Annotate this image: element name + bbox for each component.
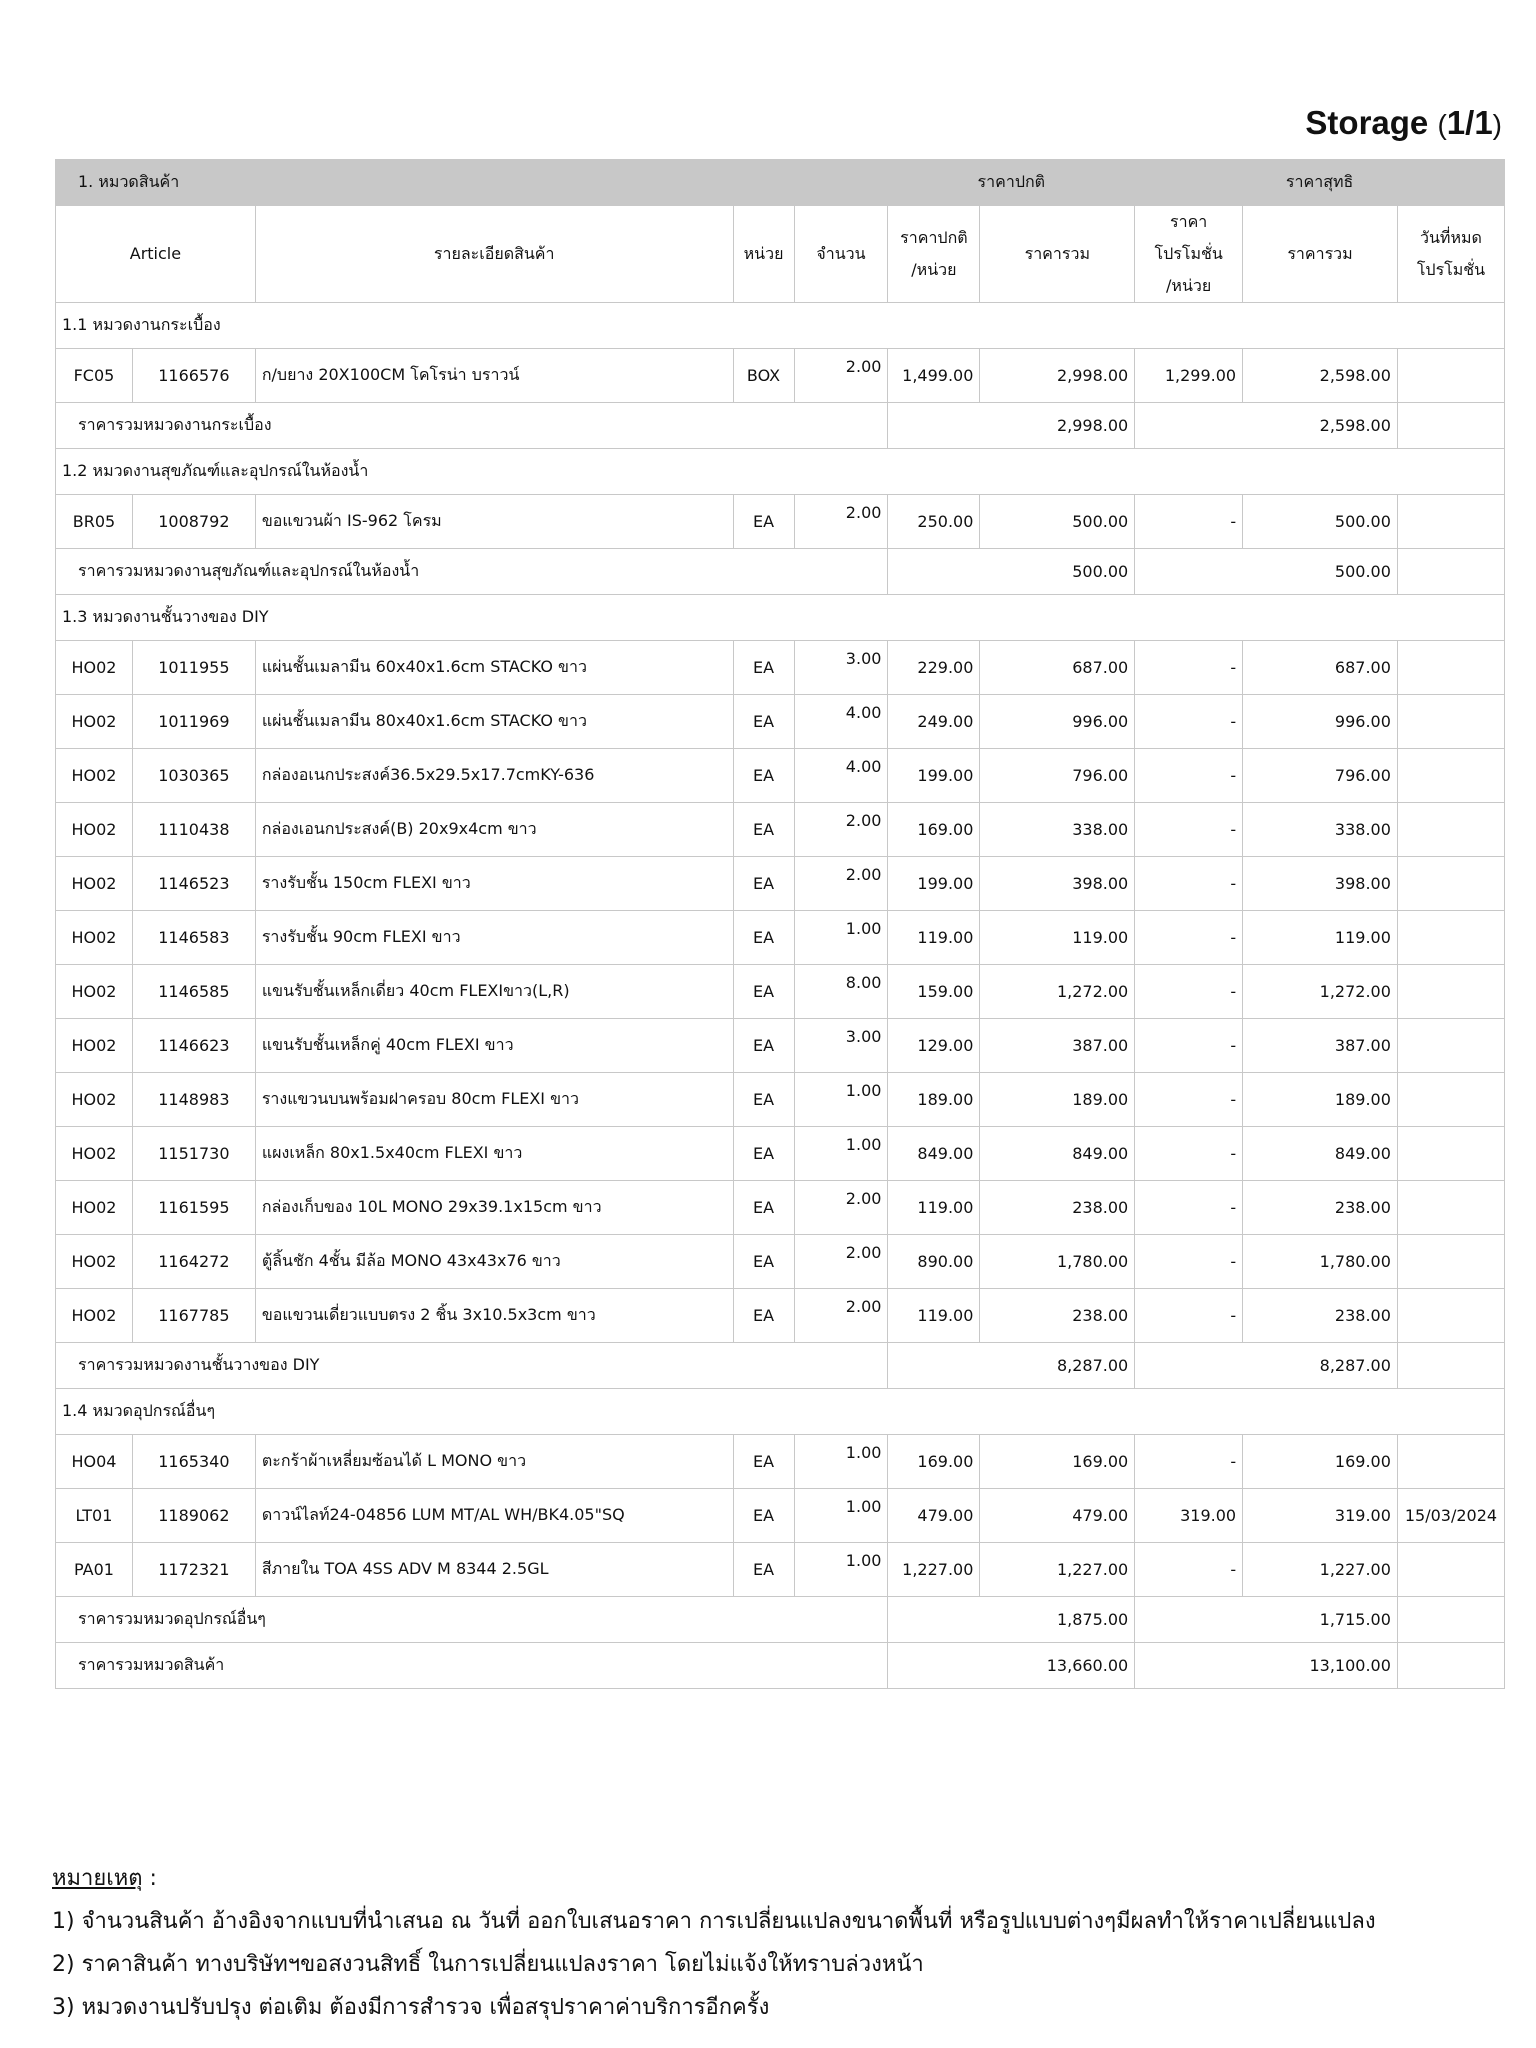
item-description: แขนรับชั้นเหล็กคู่ 40cm FLEXI ขาว (255, 1019, 733, 1073)
item-promo-end (1397, 1235, 1504, 1289)
table-row (56, 1127, 1505, 1181)
subtotal-row (56, 549, 1505, 595)
item-code: HO02 (56, 911, 133, 965)
item-total: 169.00 (980, 1435, 1135, 1489)
item-qty: 3.00 (794, 1019, 888, 1073)
item-article: 1164272 (132, 1235, 255, 1289)
note-line: 1) จำนวนสินค้า อ้างอิงจากแบบที่นำเสนอ ณ วันที่ ออกใบเสนอราคา การเปลี่ยนแปลงขนาดพื้นที่ หรือรูปแบบต่างๆมีผลทำให้ราคาเปลี่ยนแปลง (52, 1909, 1376, 1934)
header-promo-end: วันที่หมด โปรโมชั่น (1397, 206, 1504, 303)
item-unit: EA (733, 749, 794, 803)
item-total: 500.00 (980, 495, 1135, 549)
item-description: กล่องเก็บของ 10L MONO 29x39.1x15cm ขาว (255, 1181, 733, 1235)
table-row (56, 495, 1505, 549)
item-total: 238.00 (980, 1289, 1135, 1343)
item-total: 119.00 (980, 911, 1135, 965)
header-article: Article (56, 206, 256, 303)
item-article: 1161595 (132, 1181, 255, 1235)
item-unit: EA (733, 1235, 794, 1289)
item-total: 387.00 (980, 1019, 1135, 1073)
notes: หมายเหตุ : 1) จำนวนสินค้า อ้างอิงจากแบบที่นำเสนอ ณ วันที่ ออกใบเสนอราคา การเปลี่ยนแปลงขนาดพื้นที่ หรือรูปแบบต่างๆมีผลทำให้ราคาเปลี่ยนแปลง 2) ราคาสินค้า ทางบริษัทฯขอสงวนสิทธิ์ ในการเปลี่ยนแปลงราคา โดยไม่แจ้งให้ทราบล่วงหน้า 3) หมวดงานปรับปรุง ต่อเติม ต้องมีการสำรวจ เพื่อสรุปราคาค่าบริการอีกครั้ง (52, 1857, 1376, 2029)
item-total: 796.00 (980, 749, 1135, 803)
item-qty: 8.00 (794, 965, 888, 1019)
item-article: 1172321 (132, 1543, 255, 1597)
net-subtotal-value: 2,598.00 (1135, 403, 1398, 449)
category-title: 1.3 หมวดงานชั้นวางของ DIY (56, 595, 1505, 641)
item-promo-end (1397, 857, 1504, 911)
header-normal-price: ราคาปกติ (888, 160, 1135, 206)
item-unit: EA (733, 1289, 794, 1343)
item-code: HO04 (56, 1435, 133, 1489)
item-description: รางรับชั้น 150cm FLEXI ขาว (255, 857, 733, 911)
item-unit: EA (733, 1543, 794, 1597)
item-total: 398.00 (980, 857, 1135, 911)
table-row (56, 1019, 1505, 1073)
item-promo-end (1397, 1019, 1504, 1073)
item-unit-price: 159.00 (888, 965, 980, 1019)
item-unit-price: 1,227.00 (888, 1543, 980, 1597)
subtotal-label: ราคารวมหมวดงานสุขภัณฑ์และอุปกรณ์ในห้องน้ำ (56, 549, 888, 595)
grand-net-total-value: 13,100.00 (1135, 1643, 1398, 1689)
item-net-total: 687.00 (1243, 641, 1398, 695)
table-row (56, 695, 1505, 749)
item-net-total: 2,598.00 (1243, 349, 1398, 403)
item-net-total: 189.00 (1243, 1073, 1398, 1127)
table-row (56, 965, 1505, 1019)
item-unit-price: 189.00 (888, 1073, 980, 1127)
item-net-total: 398.00 (1243, 857, 1398, 911)
item-unit: EA (733, 1435, 794, 1489)
net-subtotal-value: 1,715.00 (1135, 1597, 1398, 1643)
item-promo-price: - (1135, 641, 1243, 695)
item-total: 479.00 (980, 1489, 1135, 1543)
item-promo-end (1397, 1073, 1504, 1127)
item-net-total: 238.00 (1243, 1181, 1398, 1235)
item-qty: 4.00 (794, 695, 888, 749)
category-row (56, 595, 1505, 641)
item-promo-end: 15/03/2024 (1397, 1489, 1504, 1543)
item-net-total: 500.00 (1243, 495, 1398, 549)
item-unit-price: 1,499.00 (888, 349, 980, 403)
subtotal-label: ราคารวมหมวดงานกระเบื้อง (56, 403, 888, 449)
item-promo-price: - (1135, 1181, 1243, 1235)
item-code: HO02 (56, 965, 133, 1019)
header-promo-price: ราคา โปรโมชั่น /หน่วย (1135, 206, 1243, 303)
item-article: 1165340 (132, 1435, 255, 1489)
table-row (56, 1073, 1505, 1127)
item-net-total: 319.00 (1243, 1489, 1398, 1543)
item-net-total: 1,227.00 (1243, 1543, 1398, 1597)
item-total: 849.00 (980, 1127, 1135, 1181)
category-title: 1.4 หมวดอุปกรณ์อื่นๆ (56, 1389, 1505, 1435)
quotation-table (55, 159, 1505, 1689)
item-description: รางรับชั้น 90cm FLEXI ขาว (255, 911, 733, 965)
item-qty: 4.00 (794, 749, 888, 803)
table-row (56, 803, 1505, 857)
category-row (56, 449, 1505, 495)
item-total: 1,227.00 (980, 1543, 1135, 1597)
item-article: 1189062 (132, 1489, 255, 1543)
item-promo-end (1397, 965, 1504, 1019)
item-code: HO02 (56, 1181, 133, 1235)
subtotal-empty (1397, 1597, 1504, 1643)
item-total: 2,998.00 (980, 349, 1135, 403)
item-unit-price: 129.00 (888, 1019, 980, 1073)
table-row (56, 911, 1505, 965)
item-promo-end (1397, 1289, 1504, 1343)
item-code: FC05 (56, 349, 133, 403)
item-unit: EA (733, 911, 794, 965)
item-promo-price: - (1135, 803, 1243, 857)
item-promo-price: - (1135, 695, 1243, 749)
net-subtotal-value: 8,287.00 (1135, 1343, 1398, 1389)
item-description: สีภายใน TOA 4SS ADV M 8344 2.5GL (255, 1543, 733, 1597)
item-article: 1146583 (132, 911, 255, 965)
item-unit: EA (733, 1019, 794, 1073)
item-net-total: 1,272.00 (1243, 965, 1398, 1019)
item-promo-price: - (1135, 1435, 1243, 1489)
note-line: 3) หมวดงานปรับปรุง ต่อเติม ต้องมีการสำรวจ เพื่อสรุปราคาค่าบริการอีกครั้ง (52, 1995, 770, 2020)
item-unit-price: 199.00 (888, 857, 980, 911)
item-promo-end (1397, 1181, 1504, 1235)
item-net-total: 996.00 (1243, 695, 1398, 749)
subtotal-row (56, 1597, 1505, 1643)
item-description: ตู้ลิ้นชัก 4ชั้น มีล้อ MONO 43x43x76 ขาว (255, 1235, 733, 1289)
grand-total-row (56, 1643, 1505, 1689)
item-net-total: 238.00 (1243, 1289, 1398, 1343)
item-unit: EA (733, 495, 794, 549)
item-article: 1011955 (132, 641, 255, 695)
item-code: PA01 (56, 1543, 133, 1597)
header-category: 1. หมวดสินค้า (56, 160, 888, 206)
item-article: 1008792 (132, 495, 255, 549)
item-qty: 1.00 (794, 1543, 888, 1597)
item-qty: 1.00 (794, 1435, 888, 1489)
subtotal-value: 2,998.00 (888, 403, 1135, 449)
item-promo-price: 1,299.00 (1135, 349, 1243, 403)
page-title: Storage (1/1) (1305, 104, 1502, 141)
item-promo-end (1397, 1543, 1504, 1597)
item-promo-end (1397, 695, 1504, 749)
item-net-total: 119.00 (1243, 911, 1398, 965)
item-qty: 2.00 (794, 857, 888, 911)
item-total: 996.00 (980, 695, 1135, 749)
item-qty: 2.00 (794, 1289, 888, 1343)
item-total: 687.00 (980, 641, 1135, 695)
item-code: HO02 (56, 641, 133, 695)
item-article: 1146623 (132, 1019, 255, 1073)
item-code: HO02 (56, 1289, 133, 1343)
item-article: 1151730 (132, 1127, 255, 1181)
item-unit: EA (733, 1181, 794, 1235)
item-unit-price: 890.00 (888, 1235, 980, 1289)
item-total: 189.00 (980, 1073, 1135, 1127)
item-qty: 1.00 (794, 1127, 888, 1181)
item-net-total: 796.00 (1243, 749, 1398, 803)
item-unit-price: 119.00 (888, 1181, 980, 1235)
item-description: ขอแขวนผ้า IS-962 โครม (255, 495, 733, 549)
item-description: แผงเหล็ก 80x1.5x40cm FLEXI ขาว (255, 1127, 733, 1181)
item-code: HO02 (56, 749, 133, 803)
item-description: ตะกร้าผ้าเหลี่ยมซ้อนได้ L MONO ขาว (255, 1435, 733, 1489)
subtotal-label: ราคารวมหมวดอุปกรณ์อื่นๆ (56, 1597, 888, 1643)
item-description: รางแขวนบนพร้อมฝาครอบ 80cm FLEXI ขาว (255, 1073, 733, 1127)
item-article: 1166576 (132, 349, 255, 403)
item-article: 1146523 (132, 857, 255, 911)
item-code: HO02 (56, 1235, 133, 1289)
item-promo-price: - (1135, 1019, 1243, 1073)
category-title: 1.2 หมวดงานสุขภัณฑ์และอุปกรณ์ในห้องน้ำ (56, 449, 1505, 495)
item-qty: 3.00 (794, 641, 888, 695)
item-promo-price: - (1135, 1127, 1243, 1181)
item-description: กล่องอเนกประสงค์36.5x29.5x17.7cmKY-636 (255, 749, 733, 803)
category-row (56, 1389, 1505, 1435)
item-total: 338.00 (980, 803, 1135, 857)
item-promo-price: - (1135, 1235, 1243, 1289)
item-code: HO02 (56, 695, 133, 749)
item-description: ก/บยาง 20X100CM โคโรน่า บราวน์ (255, 349, 733, 403)
item-promo-price: - (1135, 1543, 1243, 1597)
item-article: 1148983 (132, 1073, 255, 1127)
item-unit: EA (733, 641, 794, 695)
item-net-total: 387.00 (1243, 1019, 1398, 1073)
item-unit: EA (733, 965, 794, 1019)
item-code: HO02 (56, 803, 133, 857)
item-description: ขอแขวนเดี่ยวแบบตรง 2 ชิ้น 3x10.5x3cm ขาว (255, 1289, 733, 1343)
header-unit-price: ราคาปกติ /หน่วย (888, 206, 980, 303)
item-description: แผ่นชั้นเมลามีน 60x40x1.6cm STACKO ขาว (255, 641, 733, 695)
item-unit: EA (733, 1073, 794, 1127)
item-code: LT01 (56, 1489, 133, 1543)
item-promo-price: - (1135, 911, 1243, 965)
item-article: 1030365 (132, 749, 255, 803)
item-unit: EA (733, 857, 794, 911)
item-promo-end (1397, 349, 1504, 403)
subtotal-empty (1397, 549, 1504, 595)
subtotal-value: 1,875.00 (888, 1597, 1135, 1643)
item-unit-price: 249.00 (888, 695, 980, 749)
item-description: กล่องเอนกประสงค์(B) 20x9x4cm ขาว (255, 803, 733, 857)
net-subtotal-value: 500.00 (1135, 549, 1398, 595)
item-unit-price: 479.00 (888, 1489, 980, 1543)
subtotal-row (56, 403, 1505, 449)
header-net-price: ราคาสุทธิ (1135, 160, 1505, 206)
note-line: 2) ราคาสินค้า ทางบริษัทฯขอสงวนสิทธิ์ ในการเปลี่ยนแปลงราคา โดยไม่แจ้งให้ทราบล่วงหน้า (52, 1952, 924, 1977)
table-row (56, 1489, 1505, 1543)
table-row (56, 1181, 1505, 1235)
category-title: 1.1 หมวดงานกระเบื้อง (56, 303, 1505, 349)
item-promo-price: 319.00 (1135, 1489, 1243, 1543)
item-article: 1146585 (132, 965, 255, 1019)
item-promo-price: - (1135, 965, 1243, 1019)
item-total: 1,272.00 (980, 965, 1135, 1019)
page-number: 1/1 (1446, 104, 1493, 141)
item-unit: EA (733, 695, 794, 749)
grand-total-value: 13,660.00 (888, 1643, 1135, 1689)
grand-total-label: ราคารวมหมวดสินค้า (56, 1643, 888, 1689)
item-total: 1,780.00 (980, 1235, 1135, 1289)
item-promo-end (1397, 749, 1504, 803)
item-unit-price: 250.00 (888, 495, 980, 549)
item-net-total: 1,780.00 (1243, 1235, 1398, 1289)
item-promo-price: - (1135, 749, 1243, 803)
table-row (56, 349, 1505, 403)
item-qty: 2.00 (794, 349, 888, 403)
item-unit: EA (733, 803, 794, 857)
table-row (56, 1435, 1505, 1489)
item-qty: 2.00 (794, 803, 888, 857)
item-description: แผ่นชั้นเมลามีน 80x40x1.6cm STACKO ขาว (255, 695, 733, 749)
table-row (56, 749, 1505, 803)
subtotal-label: ราคารวมหมวดงานชั้นวางของ DIY (56, 1343, 888, 1389)
item-promo-price: - (1135, 495, 1243, 549)
item-qty: 2.00 (794, 495, 888, 549)
header-net-total: ราคารวม (1243, 206, 1398, 303)
item-code: HO02 (56, 1073, 133, 1127)
item-qty: 1.00 (794, 1489, 888, 1543)
item-qty: 1.00 (794, 911, 888, 965)
item-unit: EA (733, 1127, 794, 1181)
item-unit-price: 169.00 (888, 803, 980, 857)
item-promo-end (1397, 911, 1504, 965)
item-code: BR05 (56, 495, 133, 549)
title-text: Storage (1305, 104, 1429, 141)
subtotal-row (56, 1343, 1505, 1389)
item-net-total: 338.00 (1243, 803, 1398, 857)
table-row (56, 1235, 1505, 1289)
item-code: HO02 (56, 1019, 133, 1073)
item-unit-price: 229.00 (888, 641, 980, 695)
item-unit-price: 119.00 (888, 911, 980, 965)
item-qty: 1.00 (794, 1073, 888, 1127)
item-code: HO02 (56, 1127, 133, 1181)
header-total: ราคารวม (980, 206, 1135, 303)
item-unit-price: 119.00 (888, 1289, 980, 1343)
item-qty: 2.00 (794, 1235, 888, 1289)
header-description: รายละเอียดสินค้า (255, 206, 733, 303)
item-unit: EA (733, 1489, 794, 1543)
header-unit: หน่วย (733, 206, 794, 303)
subtotal-value: 8,287.00 (888, 1343, 1135, 1389)
table-row (56, 857, 1505, 911)
item-total: 238.00 (980, 1181, 1135, 1235)
item-promo-price: - (1135, 1289, 1243, 1343)
item-promo-end (1397, 803, 1504, 857)
item-promo-price: - (1135, 857, 1243, 911)
header-row-1 (56, 160, 1505, 206)
item-net-total: 169.00 (1243, 1435, 1398, 1489)
grand-total-empty (1397, 1643, 1504, 1689)
notes-heading: หมายเหตุ (52, 1866, 143, 1891)
item-unit: BOX (733, 349, 794, 403)
item-article: 1110438 (132, 803, 255, 857)
subtotal-value: 500.00 (888, 549, 1135, 595)
item-description: แขนรับชั้นเหล็กเดี่ยว 40cm FLEXIขาว(L,R) (255, 965, 733, 1019)
item-promo-end (1397, 1127, 1504, 1181)
item-unit-price: 169.00 (888, 1435, 980, 1489)
subtotal-empty (1397, 403, 1504, 449)
item-article: 1167785 (132, 1289, 255, 1343)
item-promo-end (1397, 641, 1504, 695)
item-promo-price: - (1135, 1073, 1243, 1127)
item-unit-price: 199.00 (888, 749, 980, 803)
category-row (56, 303, 1505, 349)
item-unit-price: 849.00 (888, 1127, 980, 1181)
item-net-total: 849.00 (1243, 1127, 1398, 1181)
item-promo-end (1397, 1435, 1504, 1489)
item-code: HO02 (56, 857, 133, 911)
table-row (56, 1289, 1505, 1343)
subtotal-empty (1397, 1343, 1504, 1389)
item-description: ดาวน์ไลท์24-04856 LUM MT/AL WH/BK4.05"SQ (255, 1489, 733, 1543)
item-qty: 2.00 (794, 1181, 888, 1235)
header-qty: จำนวน (794, 206, 888, 303)
table-row (56, 1543, 1505, 1597)
item-promo-end (1397, 495, 1504, 549)
table-row (56, 641, 1505, 695)
item-article: 1011969 (132, 695, 255, 749)
header-row-2 (56, 206, 1505, 303)
